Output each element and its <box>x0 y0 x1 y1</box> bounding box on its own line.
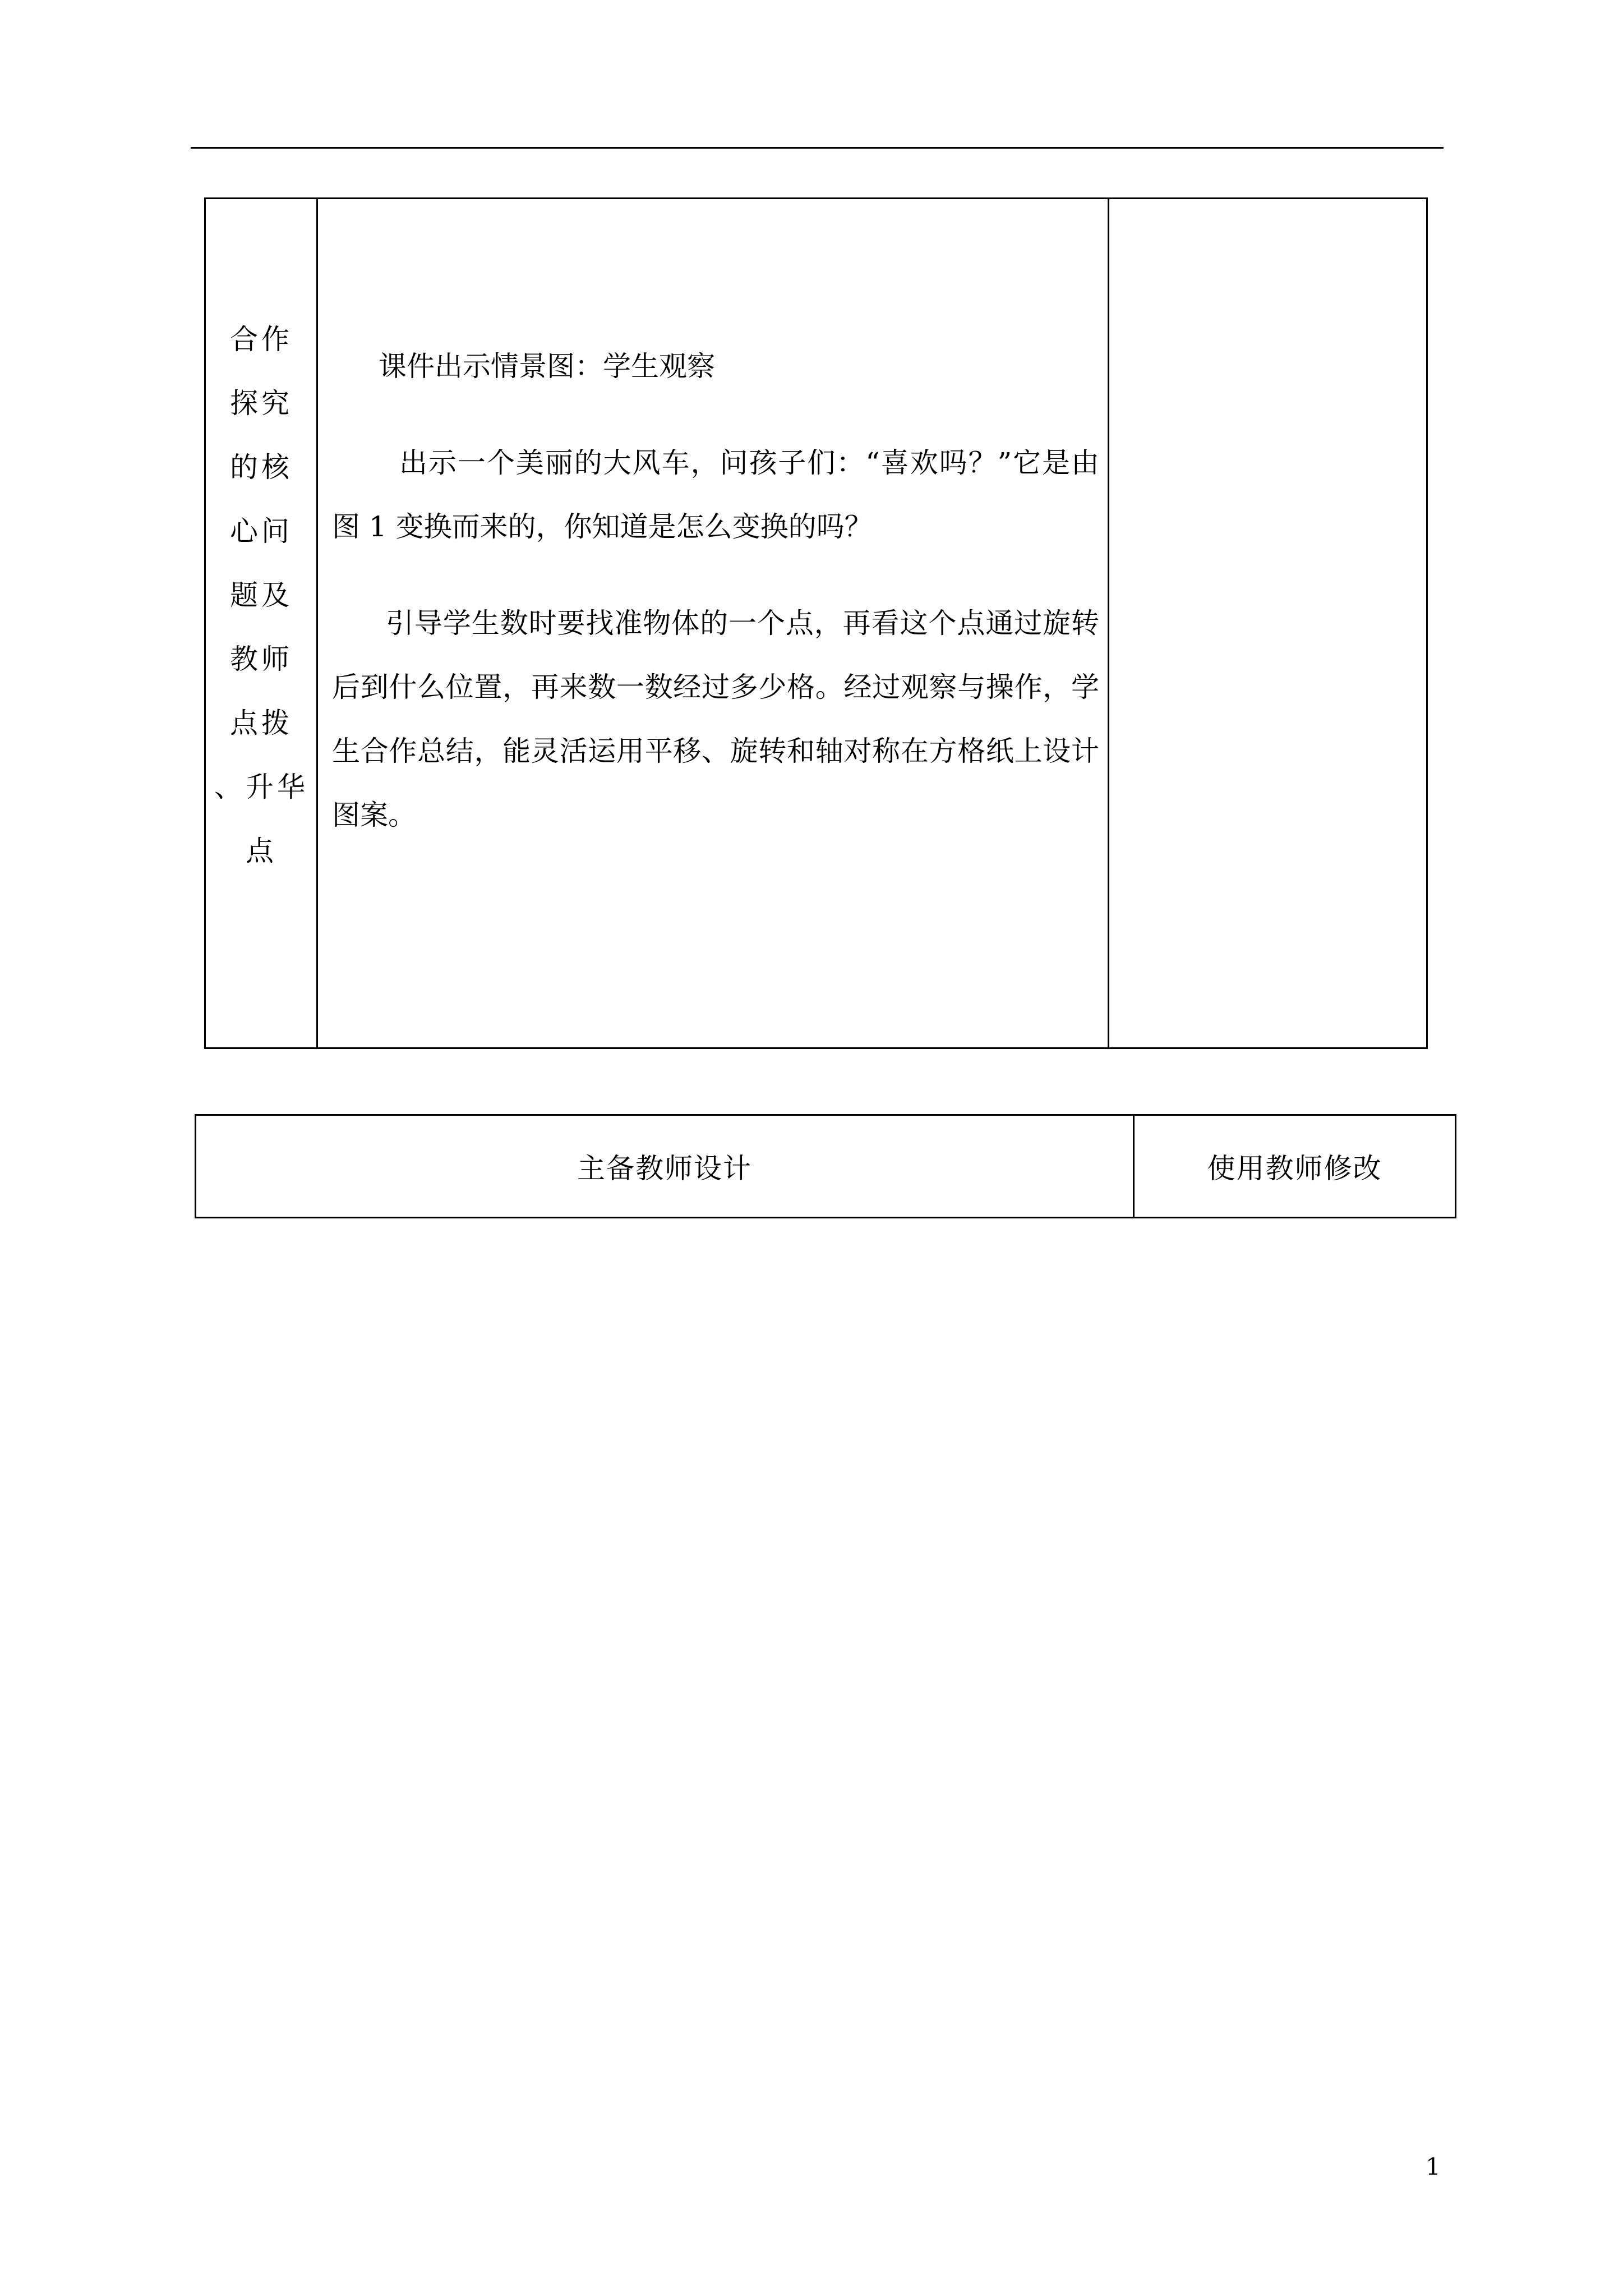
section-label-line: 心问 <box>230 515 293 547</box>
table-column-divider <box>1108 197 1109 1049</box>
section-label <box>206 307 317 883</box>
page-number: 1 <box>1426 2153 1441 2180</box>
teacher-revision-header: 使用教师修改 <box>1207 1152 1382 1185</box>
section-label-line: 点 <box>246 835 277 867</box>
main-teacher-design-header: 主备教师设计 <box>577 1152 752 1185</box>
section-label-line: 题及 <box>230 579 293 611</box>
lesson-content <box>332 334 1099 847</box>
content-paragraph: 课件出示情景图：学生观察 <box>379 350 715 383</box>
section-label-line: 探究 <box>230 387 293 420</box>
content-paragraph: 出示一个美丽的大风车，问孩子们：“喜欢吗？”它是由图 1 变换而来的，你知道是怎么变换的吗？ <box>332 447 1099 543</box>
section-label-line: 合作 <box>230 323 293 356</box>
content-paragraph: 引导学生数时要找准物体的一个点，再看这个点通过旋转后到什么位置，再来数一数经过多少格。经过观察与操作，学生合作总结，能灵活运用平移、旋转和轴对称在方格纸上设计图案。 <box>332 607 1099 831</box>
header-rule <box>191 147 1444 149</box>
section-label-line: 的核 <box>230 451 293 484</box>
section-label-line: 、升华 <box>214 771 308 803</box>
section-label-line: 教师 <box>230 643 293 675</box>
section-label-line: 点拨 <box>230 707 293 739</box>
